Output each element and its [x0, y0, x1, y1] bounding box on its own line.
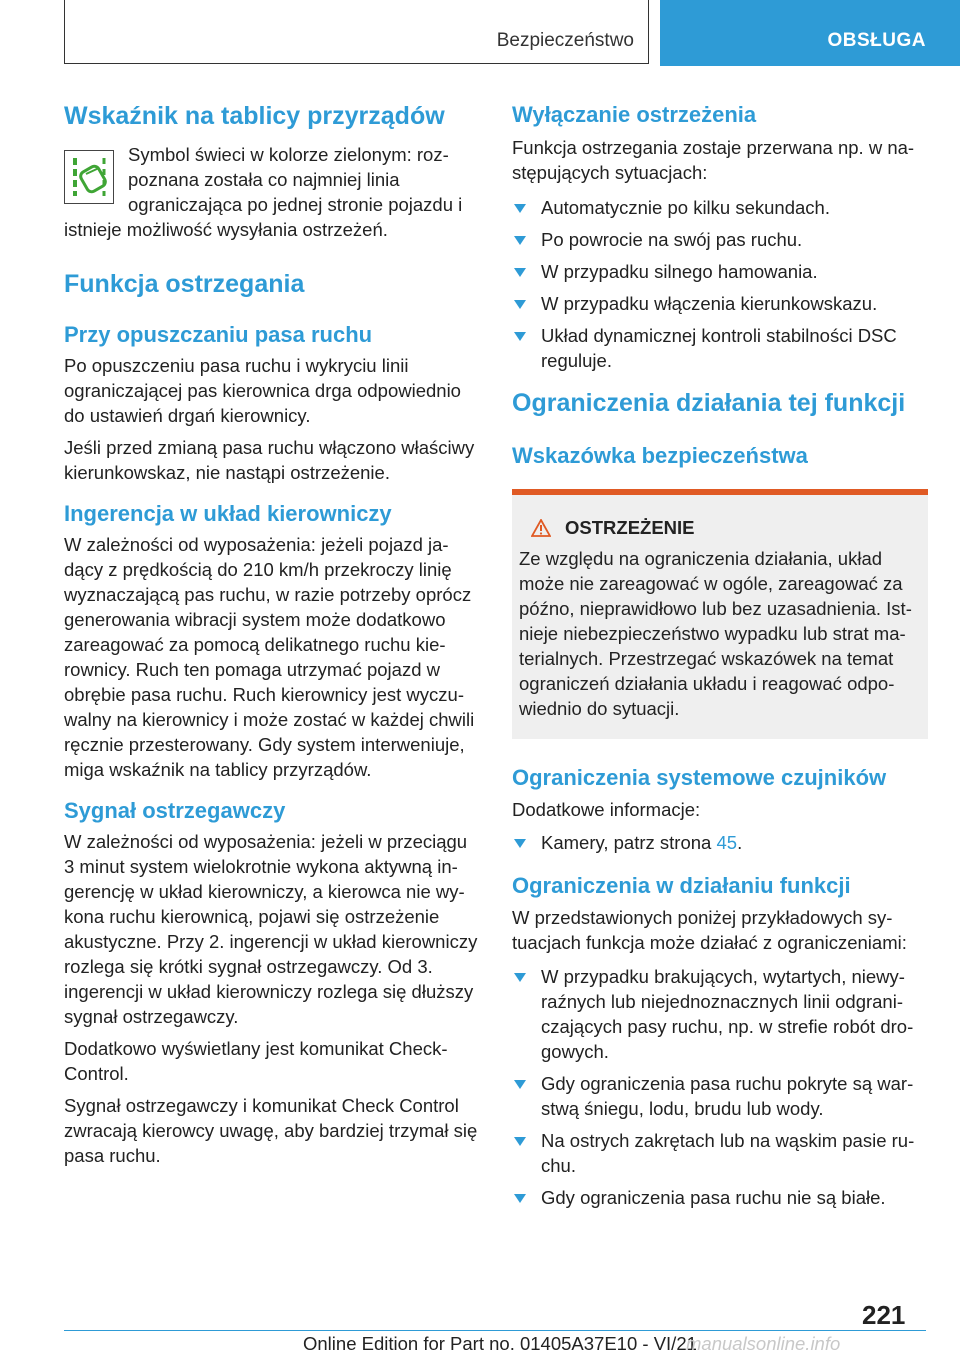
paragraph-signal-2: Dodatkowo wyświetlany jest komunikat Check-Control. — [64, 1038, 448, 1084]
page-number: 221 — [862, 1300, 906, 1330]
lane-car-icon — [69, 156, 109, 198]
heading-function-limits: Ograniczenia w działaniu funkcji — [512, 873, 851, 898]
list-item: Na ostrych zakrętach lub na wąskim pasie ruchu. — [512, 1128, 928, 1178]
warning-box — [512, 489, 928, 739]
warning-title-row — [519, 515, 920, 540]
list-item — [512, 830, 928, 855]
footer-divider — [64, 1330, 926, 1331]
lane-departure-indicator-icon — [64, 150, 114, 204]
list-item: Po powrocie na swój pas ruchu. — [512, 227, 928, 252]
footer-edition: Online Edition for Part no. 01405A37E10 - VI/21 — [303, 1333, 697, 1354]
heading-leaving-lane: Przy opuszczaniu pasa ruchu — [64, 322, 373, 347]
heading-switch-off: Wyłączanie ostrzeżenia — [512, 102, 757, 127]
function-limits-list — [512, 964, 928, 1210]
paragraph-indicator: Symbol świeci w kolorze zielonym: rozpoznana została co najmniej linia ograniczająca po jednej stronie pojazdu i istnieje możliwość wysyłania ostrzeżeń. — [64, 144, 463, 240]
paragraph-sensor-limits: Dodatkowe informacje: — [512, 799, 701, 820]
heading-limits: Ograniczenia działania tej funkcji — [512, 389, 906, 417]
warning-title: OSTRZEŻENIE — [565, 517, 695, 538]
header-section-box — [64, 0, 649, 64]
watermark: manualsonline.info — [686, 1333, 841, 1354]
heading-indicator: Wskaźnik na tablicy przyrządów — [64, 102, 445, 130]
list-item: W przypadku brakujących, wytartych, niewyraźnych lub niejednoznacznych linii odgraniczających pasy ruchu, np. w strefie robót drogowych. — [512, 964, 928, 1064]
header-tab — [660, 0, 960, 66]
heading-sensor-limits: Ograniczenia systemowe czujników — [512, 765, 887, 790]
paragraph-leaving-1: Po opuszczeniu pasa ruchu i wykryciu linii ograniczającej pas kierownica drga odpowiednio do ustawień drgań kierownicy. — [64, 355, 461, 426]
paragraph-function-limits: W przedstawionych poniżej przykładowych sytuacjach funkcja może działać z ograniczeniami: — [512, 907, 907, 953]
paragraph-intervention: W zależności od wyposażenia: jeżeli pojazd jadący z prędkością do 210 km/h przekroczy linię wyznaczającą pas ruchu, w razie potrzeby oprócz generowania wibracji system może dodatkowo zareagować za pomocą delikatnego ruchu kierownicy. Ruch ten pomaga utrzymać pojazd w obrębie pasa ruchu. Ruch kierownicy jest wyczuwalny na kierownicy i może zostać w każdej chwili ręcznie przesterowany. Gdy system interweniuje, miga wskaźnik na tablicy przyrządów. — [64, 534, 475, 780]
right-column — [512, 100, 928, 1217]
warning-text: Ze względu na ograniczenia działania, układ może nie zareagować w ogóle, zareagować za późno, nieprawidłowo lub bez uzasadnienia. Istnieje niebezpieczeństwo wypadku lub strat materialnych. Przestrzegać wskazówek na temat ograniczeń działania układu i reagować odpowiednio do sytuacji. — [519, 548, 912, 719]
list-item: Gdy ograniczenia pasa ruchu pokryte są warstwą śniegu, lodu, brudu lub wody. — [512, 1071, 928, 1121]
sensor-item-tail: . — [737, 832, 743, 853]
page-link[interactable]: 45 — [716, 832, 738, 853]
paragraph-switch-off: Funkcja ostrzegania zostaje przerwana np. w następujących sytuacjach: — [512, 137, 915, 183]
heading-intervention: Ingerencja w układ kierowniczy — [64, 501, 392, 526]
list-item: Gdy ograniczenia pasa ruchu nie są białe. — [512, 1185, 928, 1210]
sensor-list — [512, 830, 928, 855]
paragraph-signal-1: W zależności od wyposażenia: jeżeli w przeciągu 3 minut system wielokrotnie wykona aktywną ingerencję w układ kierowniczy, a kierowca nie wykona ruchu kierownicą, pojawi się ostrzeżenie akustyczne. Przy 2. ingerencji w układ kierowniczy rozlega się krótki sygnał ostrzegawczy. Od 3. ingerencji w układ kierowniczy rozlega się dłuższy sygnał ostrzegawczy. — [64, 831, 478, 1027]
left-column — [64, 100, 478, 1168]
indicator-block — [64, 142, 478, 242]
switch-off-list — [512, 195, 928, 373]
heading-warning-signal: Sygnał ostrzegawczy — [64, 798, 286, 823]
header-tab-label: OBSŁUGA — [827, 30, 926, 51]
heading-function: Funkcja ostrzegania — [64, 270, 305, 298]
list-item: Układ dynamicznej kontroli stabilności DSC reguluje. — [512, 323, 928, 373]
list-item: W przypadku silnego hamowania. — [512, 259, 928, 284]
warning-triangle-icon — [531, 519, 551, 537]
heading-safety-note: Wskazówka bezpieczeństwa — [512, 443, 808, 468]
list-item: Automatycznie po kilku sekundach. — [512, 195, 928, 220]
list-item: W przypadku włączenia kierunkowskazu. — [512, 291, 928, 316]
sensor-item-text: Kamery, patrz strona — [541, 832, 717, 853]
paragraph-signal-3: Sygnał ostrzegawczy i komunikat Check Control zwracają kierowcy uwagę, aby bardziej trzymał się pasa ruchu. — [64, 1095, 478, 1166]
paragraph-leaving-2: Jeśli przed zmianą pasa ruchu włączono właściwy kierunkowskaz, nie nastąpi ostrzeżenie. — [64, 437, 475, 483]
header-section-title: Bezpieczeństwo — [496, 30, 634, 51]
